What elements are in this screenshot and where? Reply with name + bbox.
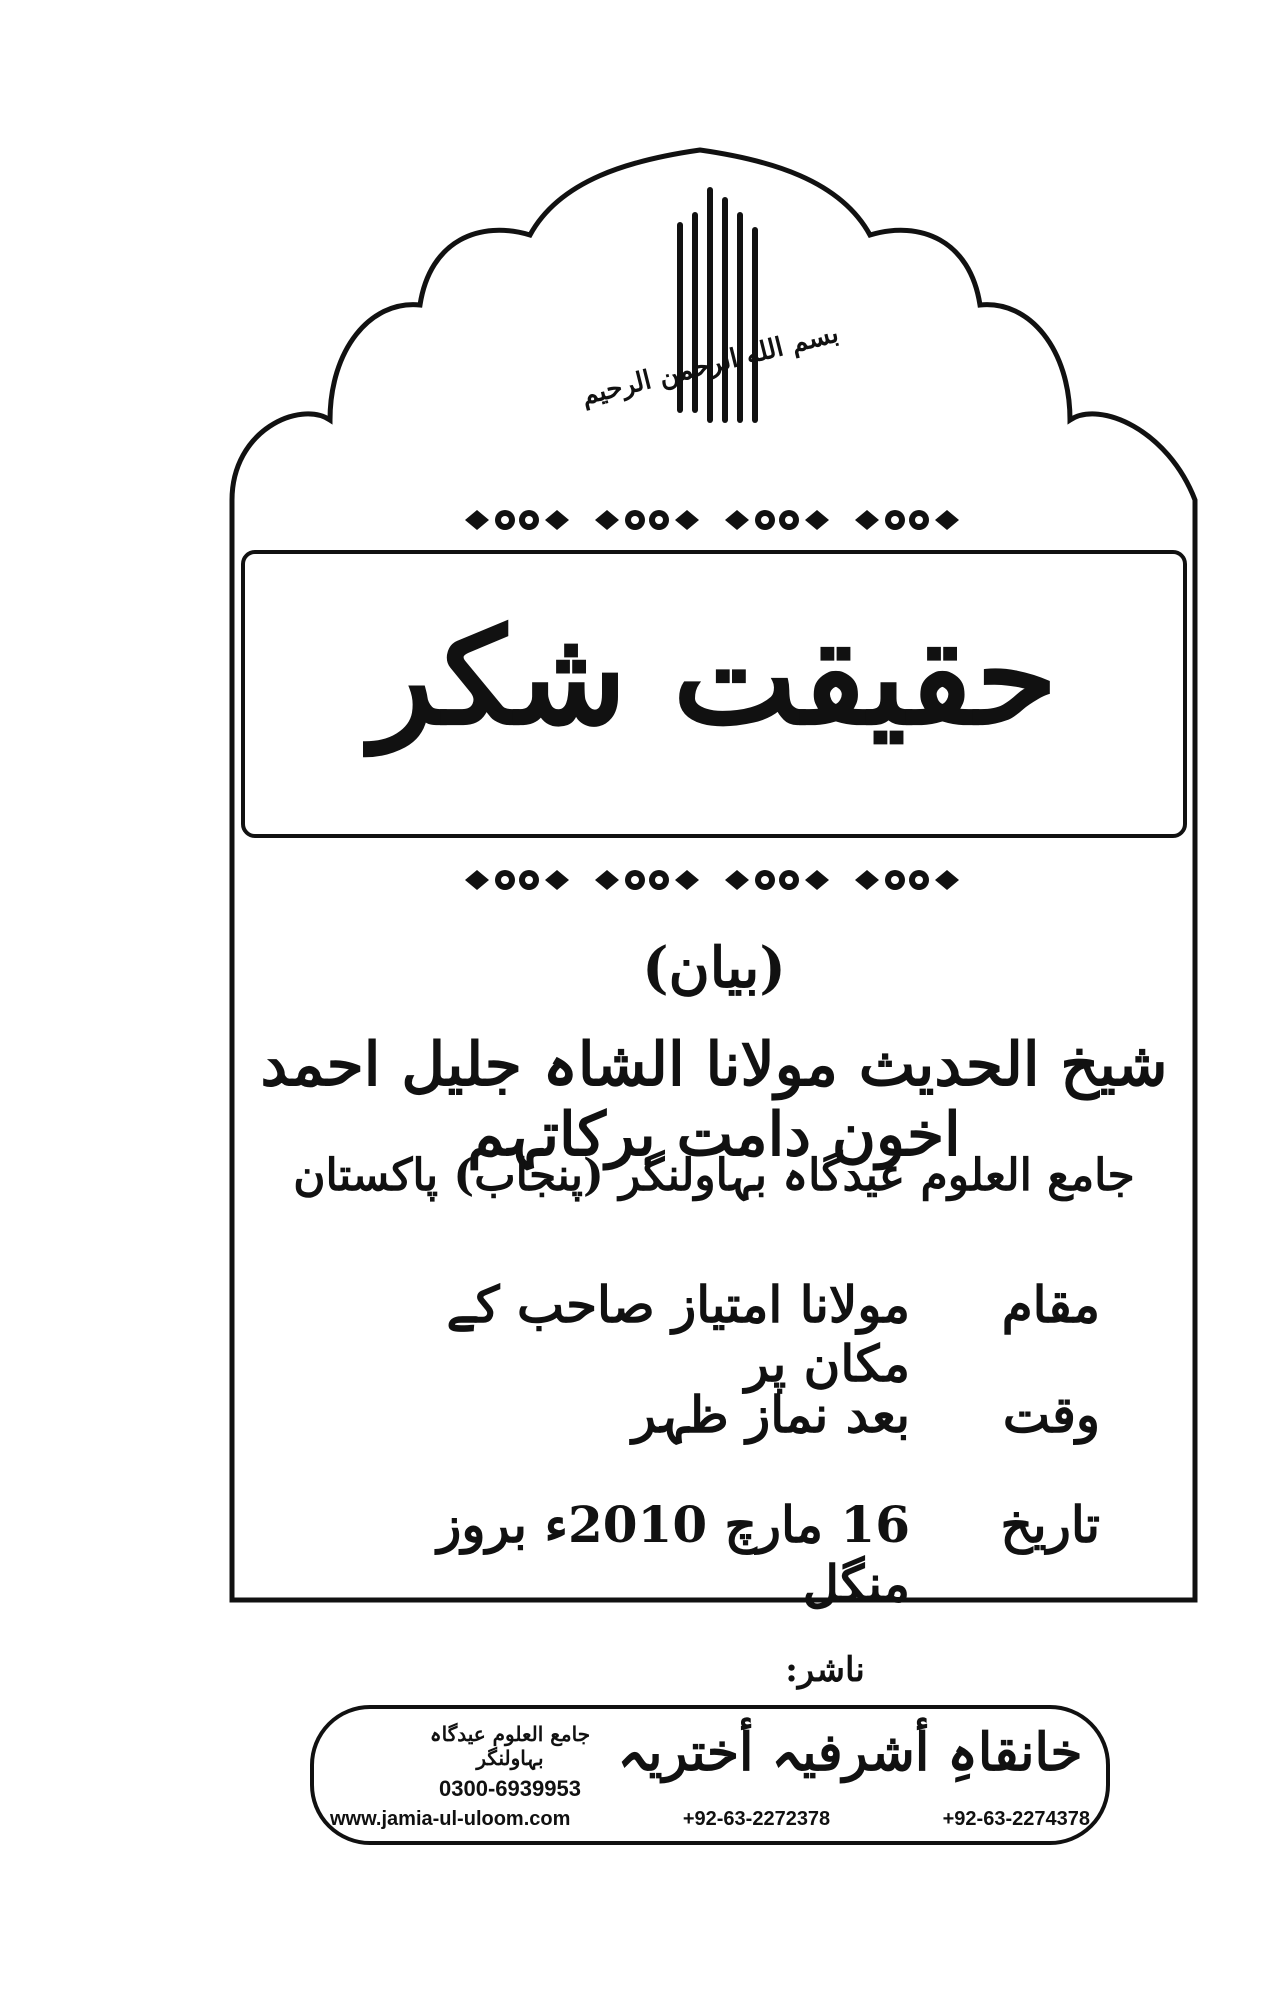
bismillah-tughra-strokes: [680, 190, 755, 420]
detail-label-time: وقت: [1002, 1385, 1100, 1444]
publisher-institution: جامع العلوم عیدگاہ بہاولنگر: [429, 1722, 591, 1770]
ornament-pattern-icon: [455, 500, 975, 540]
detail-value-date: 16 مارچ 2010ء بروز منگل: [437, 1495, 910, 1613]
ornament-pattern-icon: [455, 860, 975, 900]
speaker-institution: جامع العلوم عیدگاہ بہاولنگر (پنجاب) پاکستان: [293, 1150, 1135, 1201]
bismillah-calligraphy: بسم الله الرحمن الرحيم: [578, 318, 842, 412]
book-title: حقیقت شکر: [370, 600, 1058, 755]
detail-label-place: مقام: [1001, 1275, 1100, 1334]
publisher-website[interactable]: www.jamia-ul-uloom.com: [330, 1808, 571, 1830]
publisher-label: ناشر:: [785, 1650, 865, 1690]
bayan-label: (بیان): [642, 935, 786, 1001]
detail-value-place: مولانا امتیاز صاحب کے مکان پر: [446, 1275, 910, 1393]
speaker-name: شیخ الحدیث مولانا الشاہ جلیل احمد اخون دامت برکاتہم: [260, 1030, 1168, 1170]
ornament-divider-bottom: [455, 860, 975, 900]
detail-label-date: تاریخ: [1000, 1495, 1100, 1554]
publisher-contacts: [330, 1808, 1090, 1831]
publisher-phone-1: +92-63-2272378: [682, 1808, 831, 1830]
publisher-mobile: 0300-6939953: [439, 1776, 581, 1801]
publisher-name: خانقاہِ أشرفیہ أختریہ: [617, 1722, 1083, 1783]
detail-value-time: بعد نماز ظہر: [632, 1385, 910, 1444]
publisher-phone-2: +92-63-2274378: [942, 1808, 1090, 1830]
ornament-divider-top: [455, 500, 975, 540]
